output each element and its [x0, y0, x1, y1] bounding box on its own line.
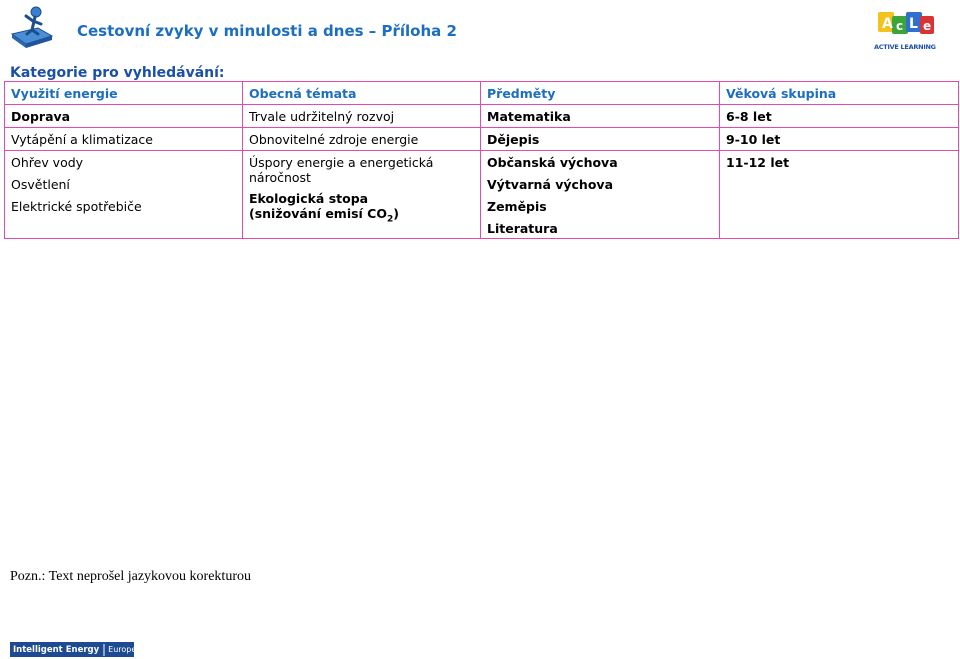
cell-history: Dějepis — [481, 128, 720, 151]
svg-text:L: L — [909, 16, 918, 32]
cell-age-rest — [720, 151, 959, 239]
page-title: Cestovní zvyky v minulosti a dnes – Příloha 2 — [77, 22, 457, 40]
footprint-line2: (snižování emisí $CO_2$) — [249, 206, 399, 225]
badge-right-text: Europe — [108, 645, 137, 654]
eu-flag-icon — [103, 644, 105, 656]
header-general-topics: Obecná témata — [243, 82, 481, 105]
search-categories-heading: Kategorie pro vyhledávání: — [10, 65, 225, 81]
footprint-line1: Ekologická stopa — [249, 191, 369, 206]
svg-text:c: c — [896, 19, 904, 33]
table-row — [5, 128, 959, 151]
list-item: Občanská výchova — [487, 155, 618, 170]
table-header-row — [5, 82, 959, 105]
intelligent-energy-europe-badge — [10, 642, 137, 657]
cell-renewable-energy: Obnovitelné zdroje energie — [243, 128, 481, 151]
list-item: Literatura — [487, 221, 558, 236]
cell-age-9-10: 9-10 let — [720, 128, 959, 151]
list-item: Výtvarná výchova — [487, 177, 614, 192]
cell-transport: Doprava — [5, 105, 243, 128]
table-row — [5, 105, 959, 128]
header-age-group: Věková skupina — [720, 82, 959, 105]
categories-table — [4, 81, 959, 239]
list-item: Osvětlení — [11, 177, 70, 192]
list-item: Ohřev vody — [11, 155, 84, 170]
header-energy-use: Využití energie — [5, 82, 243, 105]
active-learning-logo-icon — [872, 10, 938, 54]
footnote: Pozn.: Text neprošel jazykovou korekturou — [10, 569, 251, 584]
cell-energy-use-rest — [5, 151, 243, 239]
cell-sustainable-development: Trvale udržitelný rozvoj — [243, 105, 481, 128]
table-row — [5, 151, 959, 239]
person-on-block-logo-icon — [8, 4, 56, 48]
svg-text:e: e — [923, 19, 932, 33]
cell-age-6-8: 6-8 let — [720, 105, 959, 128]
cell-heating-cooling: Vytápění a klimatizace — [5, 128, 243, 151]
cell-mathematics: Matematika — [481, 105, 720, 128]
badge-left-text: Intelligent Energy — [13, 644, 100, 655]
list-item: Elektrické spotřebiče — [11, 199, 142, 214]
list-item: Zeměpis — [487, 199, 547, 214]
cell-topics-rest — [243, 151, 481, 239]
logo-text: ACTIVE LEARNING — [874, 43, 936, 51]
list-item-energy-savings: Úspory energie a energetická náročnost — [249, 155, 434, 185]
list-item: 11-12 let — [726, 155, 790, 170]
list-item-ecological-footprint — [249, 191, 474, 228]
svg-text:A: A — [882, 16, 893, 32]
header-subjects: Předměty — [481, 82, 720, 105]
cell-subjects-rest — [481, 151, 720, 239]
